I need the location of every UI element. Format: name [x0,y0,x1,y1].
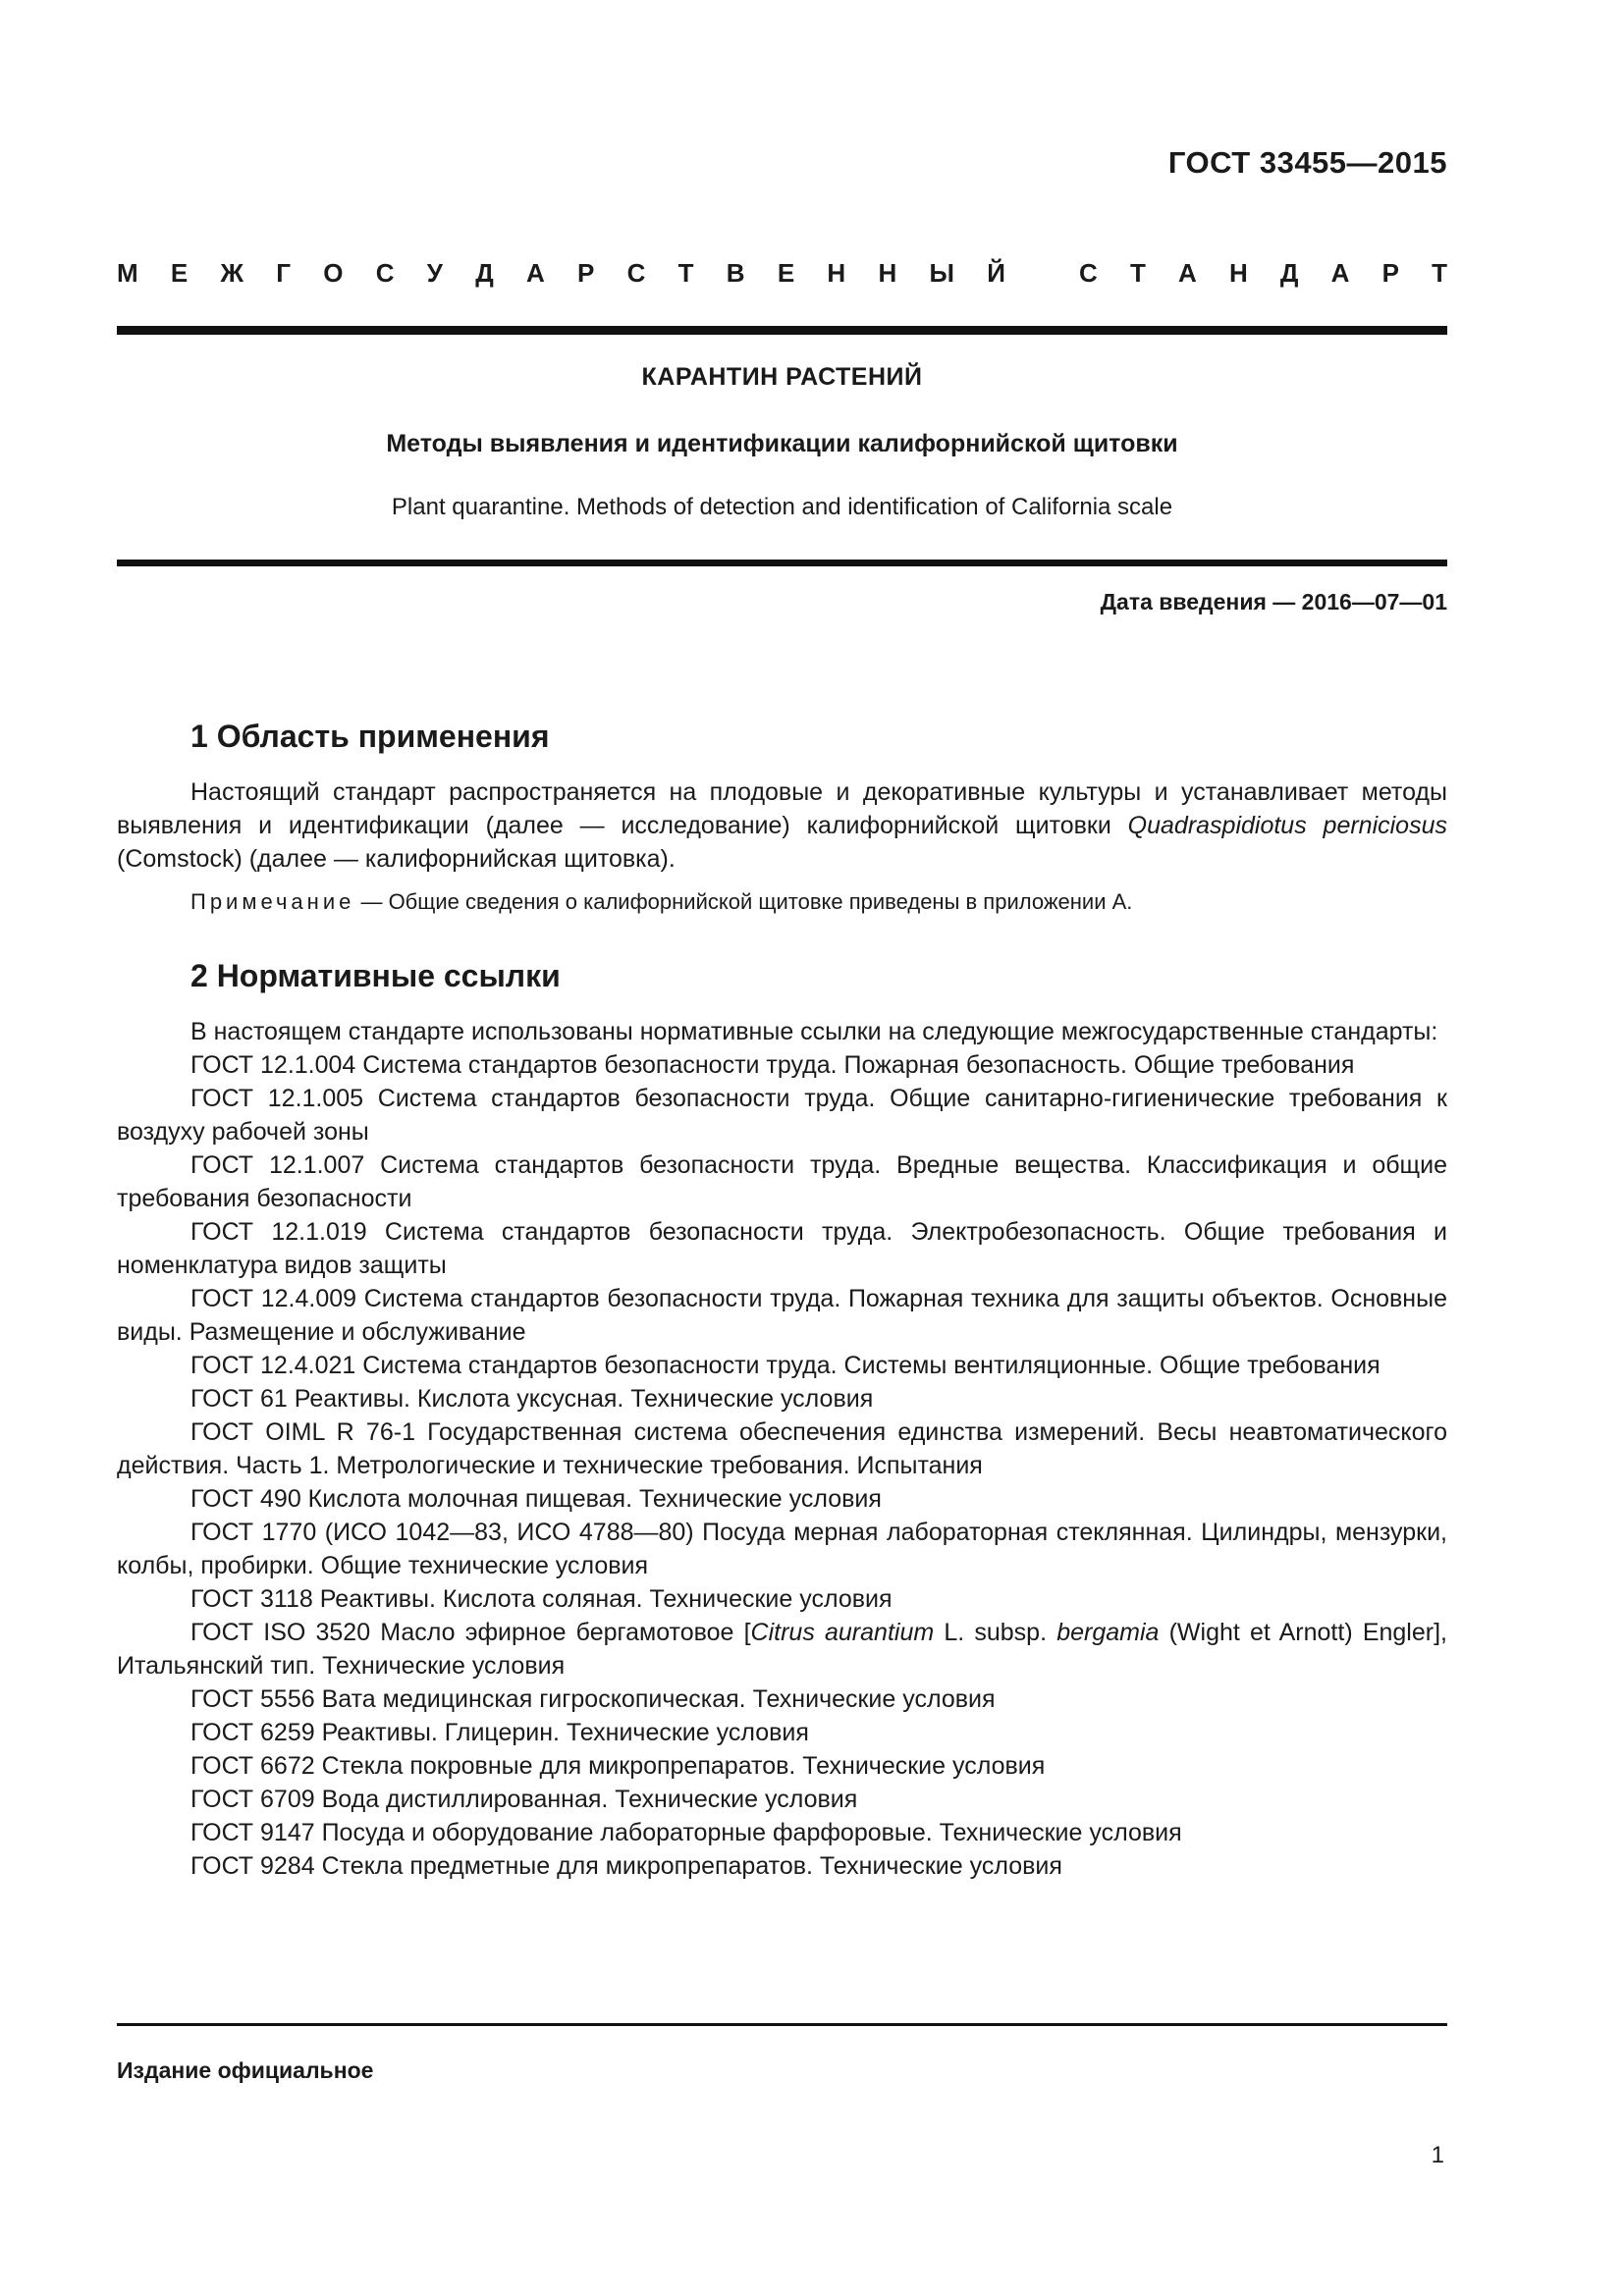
banner-letter: Й [987,258,1005,288]
reference-list [117,1048,1447,1883]
note-text: — Общие сведения о калифорнийской щитовке приведены в приложении А. [354,889,1133,914]
banner-letter: Н [878,258,897,288]
reference-item: ГОСТ 490 Кислота молочная пищевая. Технические условия [190,1485,882,1513]
banner-letter: Р [1381,258,1399,288]
banner-letter: С [1079,258,1098,288]
reference-item: ГОСТ 12.1.004 Система стандартов безопасности труда. Пожарная безопасность. Общие требования [190,1051,1355,1079]
banner-letter: Т [1432,258,1447,288]
banner-letter: Д [1279,258,1299,288]
reference-item: ГОСТ 12.4.009 Система стандартов безопасности труда. Пожарная техника для защиты объектов. Основные виды. Размещение и обслуживание [117,1285,1447,1346]
banner-letter: Т [1129,258,1146,288]
footer-rule [117,2023,1447,2026]
interstate-standard-banner [117,258,1447,289]
banner-letter: Ж [220,258,244,288]
reference-item: ГОСТ 3118 Реактивы. Кислота соляная. Технические условия [190,1585,893,1613]
title-bottom-rule [117,560,1447,566]
page-number: 1 [1431,2142,1444,2168]
reference-item: ГОСТ 1770 (ИСО 1042—83, ИСО 4788—80) Посуда мерная лабораторная стеклянная. Цилиндры, мензурки, колбы, пробирки. Общие технические условия [117,1519,1447,1579]
banner-letter: Н [827,258,846,288]
banner-letter: Ы [929,258,954,288]
banner-letter: Р [577,258,595,288]
introduction-date: Дата введения — 2016—07—01 [1100,589,1447,614]
reference-item: ГОСТ OIML R 76-1 Государственная система обеспечения единства измерений. Весы неавтоматического действия. Часть 1. Метрологические и технические требования. Испытания [117,1418,1447,1479]
banner-letter: А [1330,258,1350,288]
document-subtitle: Методы выявления и идентификации калифорнийской щитовки [386,430,1178,457]
reference-item: ГОСТ 9147 Посуда и оборудование лабораторные фарфоровые. Технические условия [190,1819,1182,1846]
top-rule [117,326,1447,335]
reference-item: ГОСТ 6709 Вода дистиллированная. Технические условия [190,1786,858,1813]
banner-letter: С [375,258,395,288]
banner-word-interstate [117,258,1005,289]
document-body [117,717,1447,1883]
reference-item: ГОСТ 9284 Стекла предметные для микропрепаратов. Технические условия [190,1852,1062,1880]
banner-letter: Е [170,258,189,288]
section-1-note [190,885,1447,919]
reference-item: ГОСТ 6259 Реактивы. Глицерин. Технические условия [190,1719,809,1746]
reference-item: ГОСТ 12.1.007 Система стандартов безопасности труда. Вредные вещества. Классификация и общие требования безопасности [117,1151,1447,1212]
reference-item: ГОСТ 5556 Вата медицинская гигроскопическая. Технические условия [190,1685,996,1713]
section-2-intro: В настоящем стандарте использованы нормативные ссылки на следующие межгосударственные стандарты: [190,1018,1438,1045]
banner-letter: В [726,258,745,288]
standard-code: ГОСТ 33455—2015 [1167,145,1447,180]
official-edition-label: Издание официальное [117,2057,374,2083]
banner-letter: О [323,258,344,288]
document-title: КАРАНТИН РАСТЕНИЙ [641,363,923,391]
banner-letter: Т [677,258,694,288]
section-2-heading: 2 Нормативные ссылки [190,958,561,993]
banner-letter: У [426,258,443,288]
banner-letter: Н [1228,258,1248,288]
section-1-heading: 1 Область применения [190,719,550,754]
reference-item: ГОСТ 12.1.005 Система стандартов безопасности труда. Общие санитарно-гигиенические требования к воздуху рабочей зоны [117,1085,1447,1146]
section-1-paragraph: Настоящий стандарт распространяется на плодовые и декоративные культуры и устанавливает методы выявления и идентификации (далее — исследование) калифорнийской щитовки Quadraspidiotus perniciosus (Comstock) (далее — калифорнийская щитовка). [117,778,1447,873]
banner-letter: С [626,258,646,288]
english-title: Plant quarantine. Methods of detection and identification of California scale [391,494,1173,520]
banner-letter: А [526,258,545,288]
banner-letter: М [117,258,138,288]
banner-letter: Г [276,258,292,288]
banner-letter: Е [777,258,795,288]
reference-item-iso: ГОСТ ISO 3520 Масло эфирное бергамотовое [Citrus aurantium L. subsp. bergamia (Wight et Arnott) Engler], Итальянский тип. Технические условия [117,1619,1447,1680]
note-label: Примечание [190,889,355,914]
banner-letter: Д [475,258,494,288]
reference-item: ГОСТ 12.1.019 Система стандартов безопасности труда. Электробезопасность. Общие требования и номенклатура видов защиты [117,1218,1447,1279]
banner-word-standard [1079,258,1447,289]
banner-letter: А [1178,258,1197,288]
reference-item: ГОСТ 6672 Стекла покровные для микропрепаратов. Технические условия [190,1752,1046,1780]
reference-item: ГОСТ 61 Реактивы. Кислота уксусная. Технические условия [190,1385,874,1413]
species-name: Quadraspidiotus perniciosus [1127,812,1447,839]
reference-item: ГОСТ 12.4.021 Система стандартов безопасности труда. Системы вентиляционные. Общие требования [190,1352,1380,1379]
